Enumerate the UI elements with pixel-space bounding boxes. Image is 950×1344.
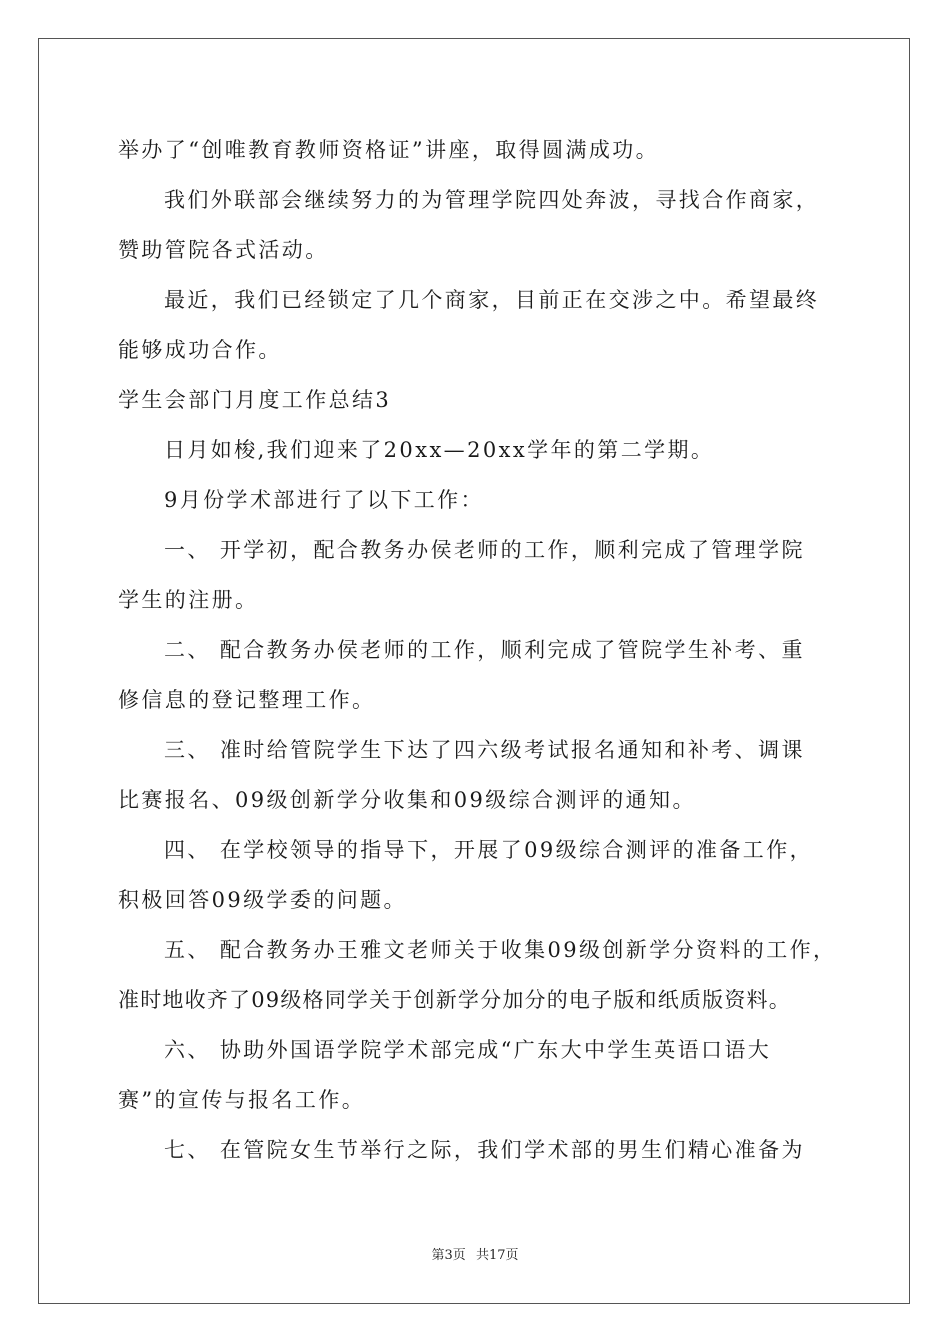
text-line: 二、 配合教务办侯老师的工作，顺利完成了管院学生补考、重 [164,638,805,662]
text-line: 我们外联部会继续努力的为管理学院四处奔波，寻找合作商家， [164,188,820,212]
text-line: 最近，我们已经锁定了几个商家，目前正在交涉之中。希望最终 [164,288,820,312]
text-line: 一、 开学初，配合教务办侯老师的工作，顺利完成了管理学院 [164,538,805,562]
text-line: 学生的注册。 [118,588,259,612]
text-line: 赛”的宣传与报名工作。 [118,1088,366,1112]
text-line: 积极回答09级学委的问题。 [118,888,407,912]
text-line: 赞助管院各式活动。 [118,238,329,262]
text-line: 七、 在管院女生节举行之际，我们学术部的男生们精心准备为 [164,1138,805,1162]
text-line: 三、 准时给管院学生下达了四六级考试报名通知和补考、调课 [164,738,805,762]
text-line: 修信息的登记整理工作。 [118,688,376,712]
text-line: 五、 配合教务办王雅文老师关于收集09级创新学分资料的工作， [164,938,837,962]
text-line: 比赛报名、09级创新学分收集和09级综合测评的通知。 [118,788,696,812]
text-line: 四、 在学校领导的指导下，开展了09级综合测评的准备工作， [164,838,813,862]
text-line: 日月如梭,我们迎来了20xx—20xx学年的第二学期。 [164,438,715,462]
section-heading: 学生会部门月度工作总结3 [118,388,392,412]
page-total: 共17页 [475,1248,519,1263]
text-line: 准时地收齐了09级格同学关于创新学分加分的电子版和纸质版资料。 [118,988,791,1012]
page-number: 第3页 [431,1248,466,1263]
text-line: 能够成功合作。 [118,338,282,362]
text-line: 举办了“创唯教育教师资格证”讲座，取得圆满成功。 [118,138,660,162]
page-footer [0,1244,950,1263]
page-border [38,38,910,1304]
text-line: 六、 协助外国语学院学术部完成“广东大中学生英语口语大 [164,1038,772,1062]
text-line: 9月份学术部进行了以下工作： [164,488,484,512]
